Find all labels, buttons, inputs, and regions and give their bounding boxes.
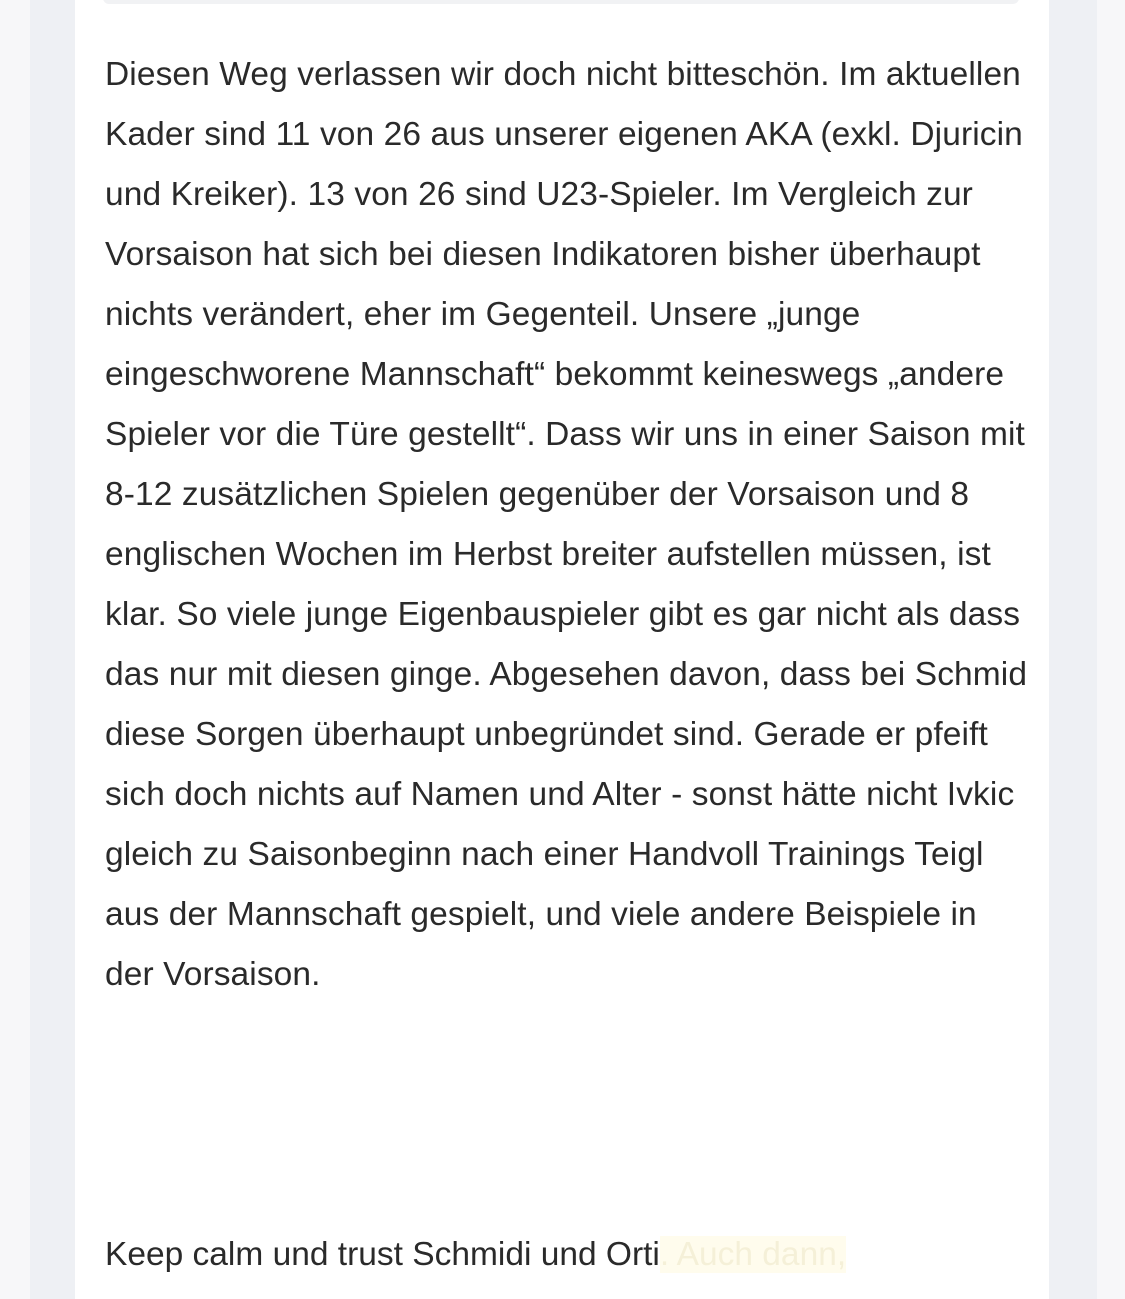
post-paragraph-2-text: Keep calm und trust Schmidi und Orti xyxy=(105,1236,660,1273)
right-gutter xyxy=(1097,0,1125,1299)
post-paragraph-2 xyxy=(105,1225,1030,1285)
post-paragraph: Diesen Weg verlassen wir doch nicht bitteschön. Im aktuellen Kader sind 11 von 26 aus unserer eigenen AKA (exkl. Djuricin und Kreiker). 13 von 26 sind U23-Spieler. Im Vergleich zur Vorsaison hat sich bei diesen Indikatoren bisher überhaupt nichts verändert, eher im Gegenteil. Unsere „junge eingeschworene Mannschaft“ bekommt keineswegs „andere Spieler vor die Türe gestellt“. Dass wir uns in einer Saison mit 8-12 zusätzlichen Spielen gegenüber der Vorsaison und 8 englischen Wochen im Herbst breiter aufstellen müssen, ist klar. So viele junge Eigenbauspieler gibt es gar nicht als dass das nur mit diesen ginge. Abgesehen davon, dass bei Schmid diese Sorgen überhaupt unbegründet sind. Gerade er pfeift sich doch nichts auf Namen und Alter - sonst hätte nicht Ivkic gleich zu Saisonbeginn nach einer Handvoll Trainings Teigl aus der Mannschaft gespielt, und viele andere Beispiele in der Vorsaison. xyxy=(105,56,1028,993)
quoted-post-box xyxy=(103,0,1019,4)
post-body xyxy=(105,45,1030,1005)
left-gutter xyxy=(0,0,30,1299)
faded-text-overlay: . Auch dann, xyxy=(659,1236,847,1273)
